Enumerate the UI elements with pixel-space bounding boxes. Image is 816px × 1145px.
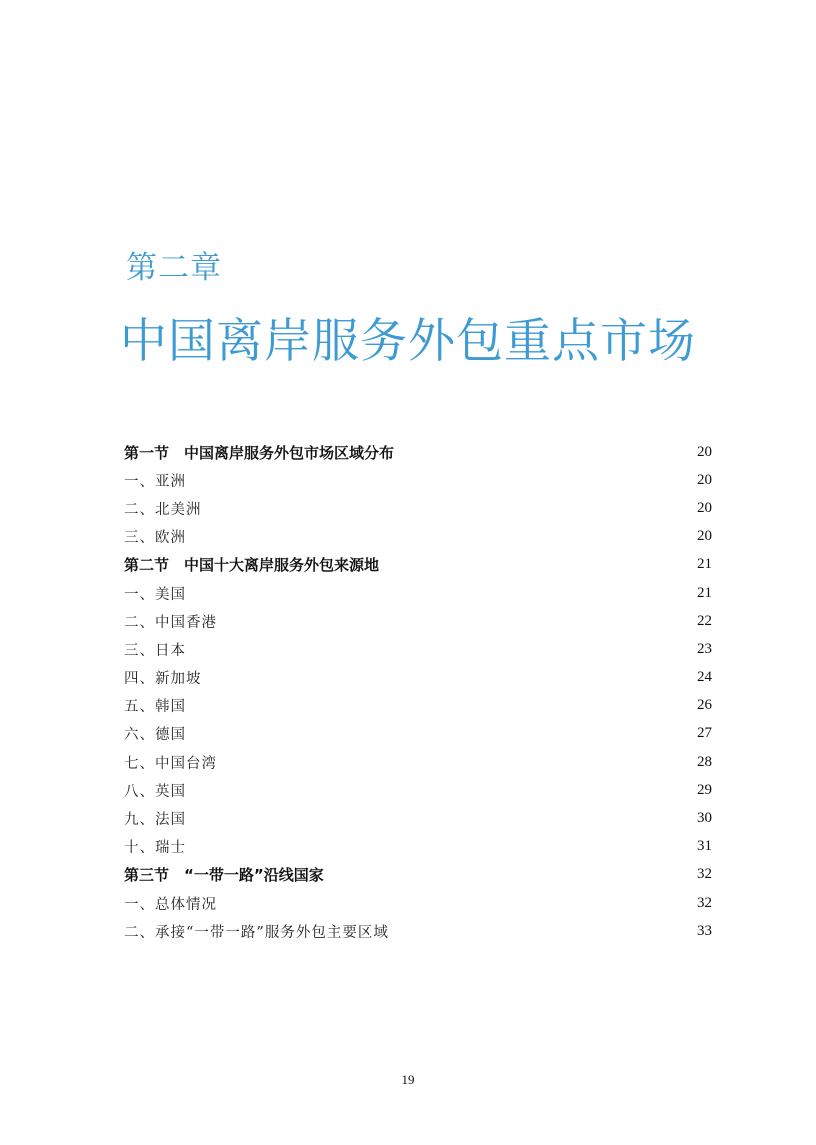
toc-page-number: 23 (697, 640, 712, 657)
toc-page-number: 24 (697, 669, 712, 686)
toc-item-row[interactable] (124, 494, 712, 522)
toc-section-title: 第三节 “一带一路”沿线国家 (124, 866, 324, 885)
toc-item-row[interactable] (124, 833, 712, 861)
toc-page-number: 32 (697, 894, 712, 911)
toc-item-title: 十、瑞士 (124, 840, 186, 857)
toc-section-title: 第一节 中国离岸服务外包市场区域分布 (124, 443, 395, 462)
toc-page-number: 31 (697, 838, 712, 855)
toc-page-number: 20 (697, 499, 712, 516)
toc-page-number: 20 (697, 528, 712, 545)
toc-section-row[interactable] (124, 861, 712, 889)
toc-item-title: 三、日本 (124, 642, 186, 659)
toc-item-title: 五、韩国 (124, 699, 186, 716)
toc-item-row[interactable] (124, 607, 712, 635)
toc-item-row[interactable] (124, 635, 712, 663)
toc-section-row[interactable] (124, 551, 712, 579)
toc-item-row[interactable] (124, 664, 712, 692)
toc-item-row[interactable] (124, 692, 712, 720)
toc-page-number: 32 (697, 866, 712, 883)
toc-item-title: 一、亚洲 (124, 473, 186, 490)
toc-section-title: 第二节 中国十大离岸服务外包来源地 (124, 556, 380, 575)
toc-section-row[interactable] (124, 438, 712, 466)
toc-item-title: 六、德国 (124, 727, 186, 744)
toc-page-number: 33 (697, 922, 712, 939)
toc-item-title: 四、新加坡 (124, 671, 202, 688)
toc-page-number: 29 (697, 781, 712, 798)
toc-item-row[interactable] (124, 804, 712, 832)
toc-page-number: 27 (697, 725, 712, 742)
toc-page-number: 21 (697, 584, 712, 601)
toc-item-title: 七、中国台湾 (124, 755, 217, 772)
toc-item-title: 一、美国 (124, 586, 186, 603)
toc-item-row[interactable] (124, 579, 712, 607)
toc-item-title: 二、北美洲 (124, 501, 202, 518)
toc-page-number: 20 (697, 471, 712, 488)
toc-item-row[interactable] (124, 776, 712, 804)
chapter-label: 第二章 (126, 250, 222, 286)
toc-page-number: 26 (697, 697, 712, 714)
toc-item-row[interactable] (124, 917, 712, 945)
table-of-contents (124, 438, 712, 945)
toc-page-number: 30 (697, 810, 712, 827)
toc-item-title: 一、总体情况 (124, 896, 217, 913)
page-number: 19 (401, 1072, 415, 1087)
toc-item-title: 九、法国 (124, 812, 186, 829)
toc-page-number: 21 (697, 556, 712, 573)
toc-item-title: 八、英国 (124, 783, 186, 800)
toc-item-title: 二、承接“一带一路”服务外包主要区域 (124, 924, 389, 941)
toc-item-row[interactable] (124, 523, 712, 551)
toc-item-row[interactable] (124, 889, 712, 917)
toc-item-row[interactable] (124, 748, 712, 776)
toc-page-number: 28 (697, 753, 712, 770)
toc-item-title: 三、欧洲 (124, 530, 186, 547)
toc-page-number: 22 (697, 612, 712, 629)
toc-item-row[interactable] (124, 466, 712, 494)
toc-item-title: 二、中国香港 (124, 614, 217, 631)
toc-item-row[interactable] (124, 720, 712, 748)
chapter-title: 中国离岸服务外包重点市场 (120, 314, 696, 369)
toc-page-number: 20 (697, 443, 712, 460)
